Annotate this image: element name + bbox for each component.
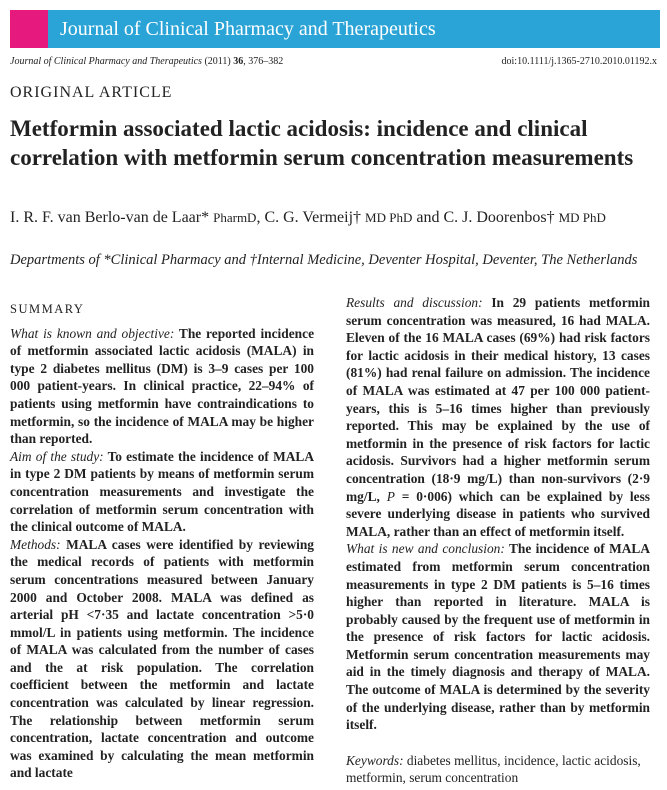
author-1: I. R. F. van Berlo-van de Laar* (10, 209, 210, 226)
keywords-paragraph (346, 752, 650, 787)
journal-banner (10, 10, 660, 48)
author-3: and C. J. Doorenbos† (416, 209, 555, 226)
doi-link[interactable]: doi:10.1111/j.1365-2710.2010.01192.x (501, 56, 657, 67)
results-label: Results and discussion: (346, 295, 483, 310)
known-objective-paragraph (10, 325, 314, 448)
p-value-symbol: P (386, 488, 395, 504)
aim-label: Aim of the study: (10, 448, 104, 464)
results-paragraph (346, 294, 650, 540)
section-label: ORIGINAL ARTICLE (10, 84, 173, 101)
new-conclusion-text: The incidence of MALA estimated from metformin serum concentration measurements in type 2 DM patients is 5–16 times higher than reported in literature. MALA is probably caused by the frequent use of metformin in the presence of risk factors for lactic acidosis. Metformin serum concentration measurements may aid in the timely diagnosis and therapy of MALA. The outcome of MALA is determined by the severity of the underlying disease, rather than by metformin itself. (346, 541, 651, 733)
keywords-text: diabetes mellitus, incidence, lactic acidosis, metformin, serum concentration (346, 752, 641, 786)
results-text-2: = 0·006) which can be explained by less severe underlying disease in patients who survived MALA, rather than an effect of metformin itself. (346, 488, 651, 539)
citation-year: (2011) (204, 56, 231, 67)
journal-banner-title: Journal of Clinical Pharmacy and Therapeutics (60, 17, 436, 40)
affiliation: Departments of *Clinical Pharmacy and †Internal Medicine, Deventer Hospital, Deventer, The Netherlands (10, 252, 638, 268)
summary-heading: SUMMARY (10, 302, 85, 316)
results-text-1: In 29 patients metformin serum concentration was measured, 16 had MALA. Eleven of the 16 MALA cases (69%) had risk factors for lactic acidosis in their medical history, 13 cases (81%) had renal failure on admission. The incidence of MALA was estimated at 47 per 100 000 patient-years, this is 5–16 times higher than previously reported. This may be explained by the use of metformin in the presence of risk factors for lactic acidosis. Survivors had a higher metformin serum concentration (18·9 mg/L) than non-survivors (2·9 mg/L, (346, 295, 650, 504)
citation-journal: Journal of Clinical Pharmacy and Therapeutics (10, 56, 202, 67)
author-2: , C. G. Vermeij† (256, 209, 362, 226)
aim-paragraph (10, 448, 314, 536)
methods-paragraph (10, 536, 314, 782)
aim-text: To estimate the incidence of MALA in type 2 DM patients by means of metformin serum concentration measurements and investigate the correlation of metformin serum concentration with the clinical outcome of MALA. (10, 448, 314, 535)
known-objective-label: What is known and objective: (10, 325, 175, 341)
new-conclusion-paragraph (346, 540, 650, 734)
summary-left-column (10, 294, 314, 782)
article-title: Metformin associated lactic acidosis: incidence and clinical correlation with metformin serum concentration measurements (10, 116, 634, 170)
author-3-degree: MD PhD (558, 210, 606, 225)
author-2-degree: MD PhD (365, 210, 413, 225)
new-conclusion-label: What is new and conclusion: (346, 541, 505, 557)
citation-line (10, 56, 283, 67)
author-list (10, 208, 660, 228)
known-objective-text: The reported incidence of metformin associated lactic acidosis (MALA) in type 2 diabetes mellitus (DM) is 3–9 cases per 100 000 patient-years. In clinical practice, 22–94% of patients using metformin have contraindications to metformin, so the incidence of MALA may be higher than reported. (10, 325, 315, 447)
methods-text: MALA cases were identified by reviewing the medical records of patients with metformin serum concentrations measured between January 2000 and October 2008. MALA was defined as arterial pH <7·35 and lactate concentration >5·0 mmol/L in patients using metformin. The incidence of MALA was calculated from the number of cases and the at risk population. The correlation coefficient between the metformin and lactate concentration was calculated by linear regression. The relationship between metformin serum concentration, lactate concentration and outcome was examined by calculating the mean metformin and lactate (10, 536, 314, 781)
citation-volume: 36 (233, 56, 244, 67)
methods-label: Methods: (10, 536, 61, 552)
citation-pages: , 376–382 (243, 56, 284, 67)
author-1-degree: PharmD (213, 210, 257, 225)
summary-right-column (346, 294, 650, 787)
banner-accent-block (10, 10, 48, 48)
keywords-label: Keywords: (346, 752, 404, 768)
